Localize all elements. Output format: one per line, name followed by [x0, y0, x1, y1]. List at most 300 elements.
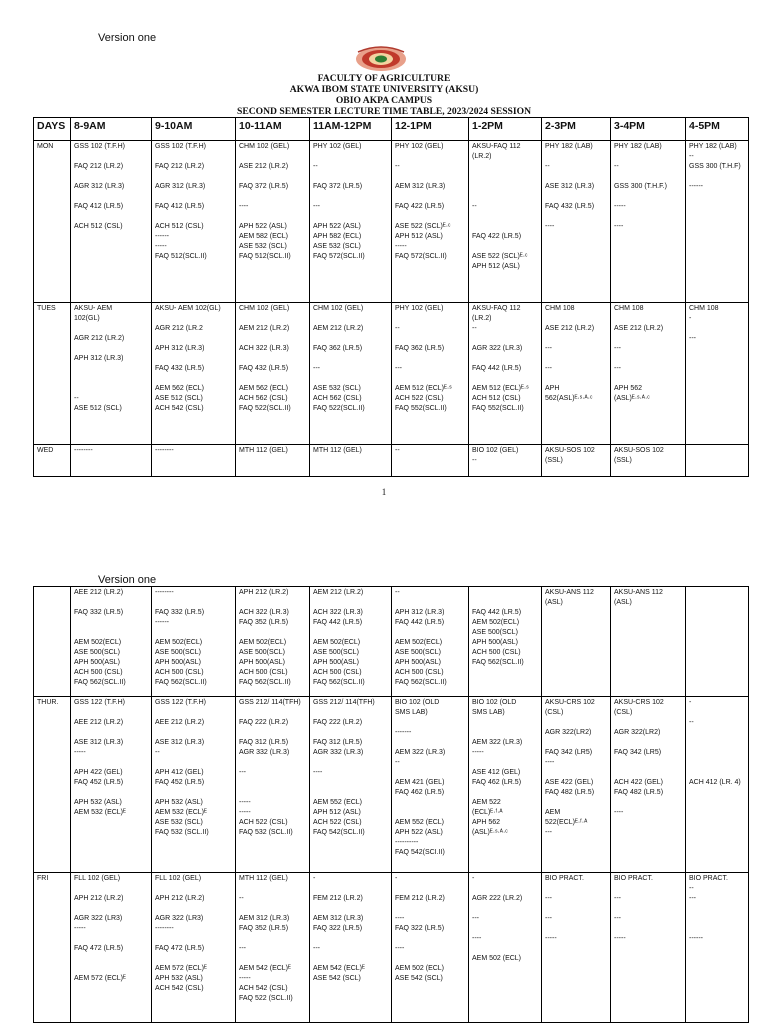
course-entry: --: [689, 885, 694, 892]
course-entry: FAQ 562(SCL.II): [239, 679, 291, 686]
schedule-cell: [310, 141, 392, 303]
course-entry: 562(ASL)ᴱ·ˢ·ᴬ·ᶜ: [545, 395, 593, 402]
course-entry: [545, 212, 607, 222]
course-entry: AEM 502(ECL): [395, 639, 443, 646]
column-header: 10-11AM: [236, 118, 310, 141]
schedule-cell: [236, 873, 310, 1023]
course-entry: CHM 102 (GEL): [313, 305, 364, 312]
course-entry: [313, 884, 388, 894]
course-entry: FAQ 552(SCL.II): [472, 405, 524, 412]
course-entry: (SSL): [545, 457, 563, 464]
course-entry: APH 562: [472, 819, 501, 826]
course-entry: [472, 182, 538, 192]
course-entry: [239, 758, 306, 768]
course-entry: APH 412 (GEL): [155, 769, 204, 776]
course-entry: CHM 108: [614, 305, 644, 312]
course-entry: [395, 904, 465, 914]
course-entry: FAQ 442 (LR.5): [472, 609, 522, 616]
course-entry: [614, 718, 682, 728]
course-entry: [614, 354, 682, 364]
course-entry: [545, 192, 607, 202]
course-entry: [239, 954, 306, 964]
course-entry: FAQ 322 (LR.5): [395, 925, 445, 932]
course-entry: PHY 182 (LAB): [689, 143, 737, 150]
course-entry: ---: [395, 365, 402, 372]
course-entry: [614, 152, 682, 162]
course-entry: AEM 322 (LR.3): [395, 749, 446, 756]
course-entry: AEM 572 (ECL)ᴱ: [155, 965, 207, 972]
header-campus: OBIO AKPA CAMPUS: [335, 95, 433, 106]
course-entry: FAQ 222 (LR.2): [239, 719, 289, 726]
course-entry: APH 532 (ASL): [74, 799, 122, 806]
course-entry: [545, 334, 607, 344]
course-entry: [472, 788, 538, 798]
course-entry: -: [472, 875, 475, 882]
course-entry: [74, 374, 148, 384]
course-entry: [395, 808, 465, 818]
course-entry: -----: [472, 749, 484, 756]
course-entry: [545, 172, 607, 182]
course-entry: AEM 502(ECL): [472, 619, 520, 626]
course-entry: AGR 322(LR2): [545, 729, 592, 736]
table-row: [34, 873, 749, 1023]
course-entry: FAQ 522(SCL.II): [313, 405, 365, 412]
course-entry: [313, 212, 388, 222]
day-cell: THUR.: [34, 697, 71, 873]
course-entry: GSS 102 (T.F.H): [155, 143, 206, 150]
column-header: 12-1PM: [392, 118, 469, 141]
course-entry: [239, 934, 306, 944]
course-entry: [239, 778, 306, 788]
course-entry: [155, 374, 232, 384]
course-entry: -: [689, 699, 692, 706]
day-cell: [34, 587, 71, 697]
course-entry: FAQ 522 (SCL.II): [239, 995, 293, 1002]
course-entry: APH 500(ASL): [313, 659, 359, 666]
course-entry: FAQ 512(SCL.II): [239, 253, 291, 260]
course-entry: APH 522 (ASL): [395, 829, 443, 836]
course-entry: FAQ 542(SCL.II): [313, 829, 365, 836]
course-entry: ASE 212 (LR.2): [239, 163, 289, 170]
course-entry: GSS 102 (T.F.H): [74, 143, 125, 150]
course-entry: PHY 182 (LAB): [614, 143, 662, 150]
course-entry: ACH 512 (CSL): [155, 223, 204, 230]
course-entry: --: [395, 589, 400, 596]
schedule-cell: [152, 141, 236, 303]
course-entry: [689, 446, 745, 456]
course-entry: AGR 322 (LR.3): [472, 345, 523, 352]
course-entry: [395, 354, 465, 364]
course-entry: FAQ 432 (LR.5): [239, 365, 289, 372]
course-entry: APH 500(ASL): [395, 659, 441, 666]
course-entry: [155, 934, 232, 944]
course-entry: [239, 212, 306, 222]
course-entry: ASE 500(SCL): [472, 629, 518, 636]
schedule-cell: [469, 141, 542, 303]
schedule-cell: [611, 303, 686, 445]
course-entry: [313, 374, 388, 384]
course-entry: FAQ 482 (LR.5): [614, 789, 664, 796]
course-entry: [545, 924, 607, 934]
schedule-cell: [71, 873, 152, 1023]
course-entry: --: [155, 749, 160, 756]
schedule-cell: [392, 873, 469, 1023]
version-label-page-2: Version one: [98, 574, 157, 586]
schedule-cell: [611, 141, 686, 303]
course-entry: AGR 312 (LR.3): [155, 183, 206, 190]
course-entry: ASE 412 (GEL): [472, 769, 521, 776]
course-entry: APH 500(ASL): [239, 659, 285, 666]
course-entry: [472, 242, 538, 252]
schedule-cell: [152, 445, 236, 477]
schedule-cell: [152, 587, 236, 697]
course-entry: [545, 738, 607, 748]
course-entry: AGR 212 (LR.2): [74, 335, 125, 342]
course-entry: --------: [74, 447, 93, 454]
course-entry: (ECL)ᴱ·ᶠ·ᴬ: [472, 809, 503, 816]
course-entry: FAQ 472 (LR.5): [74, 945, 124, 952]
course-entry: AKSU- AEM: [74, 305, 113, 312]
course-entry: (CSL): [614, 709, 633, 716]
course-entry: ASE 532 (SCL): [313, 243, 361, 250]
course-entry: [614, 904, 682, 914]
course-entry: [614, 758, 682, 768]
course-entry: ACH 422 (GEL): [614, 779, 664, 786]
column-header: 11AM-12PM: [310, 118, 392, 141]
course-entry: FEM 212 (LR.2): [313, 895, 363, 902]
day-cell: FRI: [34, 873, 71, 1023]
course-entry: ----------: [395, 839, 419, 846]
course-entry: [74, 192, 148, 202]
course-entry: --: [614, 163, 619, 170]
course-entry: GSS 300 (T.H.F): [689, 163, 741, 170]
course-entry: [239, 788, 306, 798]
course-entry: FAQ 212 (LR.2): [155, 163, 205, 170]
course-entry: FAQ 352 (LR.5): [239, 925, 289, 932]
course-entry: AEM 562 (ECL): [239, 385, 289, 392]
course-entry: ASE 312 (LR.3): [155, 739, 205, 746]
course-entry: BIO 102 (GEL): [472, 447, 519, 454]
course-entry: FAQ 422 (LR.5): [472, 233, 522, 240]
course-entry: [313, 152, 388, 162]
course-entry: -----: [395, 243, 407, 250]
course-entry: GSS 212/ 114(TFH): [239, 699, 301, 706]
course-entry: -----: [74, 925, 86, 932]
course-entry: [614, 172, 682, 182]
schedule-cell: [542, 873, 611, 1023]
schedule-cell: [392, 445, 469, 477]
course-entry: --: [239, 895, 244, 902]
course-entry: [74, 934, 148, 944]
course-entry: [155, 354, 232, 364]
course-entry: ACH 322 (LR.3): [313, 609, 363, 616]
course-entry: [614, 334, 682, 344]
course-entry: AEM 562 (ECL): [155, 385, 205, 392]
column-header: 8-9AM: [71, 118, 152, 141]
course-entry: APH 532 (ASL): [155, 975, 203, 982]
course-entry: FAQ 372 (LR.5): [239, 183, 289, 190]
course-entry: -----: [545, 935, 557, 942]
course-entry: [614, 738, 682, 748]
course-entry: FAQ 432 (LR.5): [155, 365, 205, 372]
schedule-cell: [310, 873, 392, 1023]
course-entry: [239, 314, 306, 324]
course-entry: [472, 718, 538, 728]
course-entry: FAQ 362 (LR.5): [395, 345, 445, 352]
course-entry: FAQ 312 (LR.5): [313, 739, 363, 746]
course-entry: [239, 192, 306, 202]
course-entry: ---: [313, 945, 320, 952]
course-entry: APH 512 (ASL): [395, 233, 443, 240]
course-entry: --: [395, 325, 400, 332]
course-entry: [689, 768, 745, 778]
course-entry: APH 512 (ASL): [472, 263, 520, 270]
course-entry: ---: [239, 945, 246, 952]
course-entry: AEM 532 (ECL)ᴱ: [74, 809, 126, 816]
course-entry: [545, 374, 607, 384]
course-entry: FAQ 512(SCL.II): [155, 253, 207, 260]
course-entry: AEE 212 (LR.2): [74, 589, 124, 596]
course-entry: [545, 314, 607, 324]
schedule-cell: [469, 587, 542, 697]
course-entry: ASE 512 (SCL): [74, 405, 122, 412]
course-entry: [395, 152, 465, 162]
course-entry: AEE 212 (LR.2): [74, 719, 124, 726]
course-entry: FAQ 452 (LR.5): [74, 779, 124, 786]
course-entry: ASE 532 (SCL): [155, 819, 203, 826]
schedule-cell: [71, 445, 152, 477]
schedule-cell: [686, 873, 749, 1023]
course-entry: ASE 500(SCL): [155, 649, 201, 656]
course-entry: (ASL)ᴱ·ˢ·ᴬ·ᶜ: [472, 829, 508, 836]
course-entry: AKSU-FAQ 112: [472, 305, 521, 312]
course-entry: CHM 102 (GEL): [239, 143, 290, 150]
course-entry: [155, 904, 232, 914]
course-entry: [155, 708, 232, 718]
course-entry: ASE 500(SCL): [395, 649, 441, 656]
course-entry: [395, 798, 465, 808]
day-cell: MON: [34, 141, 71, 303]
course-entry: [74, 384, 148, 394]
course-entry: [74, 212, 148, 222]
course-entry: ACH 500 (CSL): [74, 669, 123, 676]
course-entry: [239, 904, 306, 914]
schedule-cell: [611, 697, 686, 873]
course-entry: AEE 212 (LR.2): [155, 719, 205, 726]
course-entry: [472, 924, 538, 934]
course-entry: AEM 312 (LR.3): [313, 915, 364, 922]
course-entry: [545, 768, 607, 778]
course-entry: ACH 500 (CSL): [155, 669, 204, 676]
course-entry: ---: [545, 345, 552, 352]
course-entry: APH 212 (LR.2): [239, 589, 289, 596]
course-entry: [313, 728, 388, 738]
course-entry: APH 582 (ECL): [313, 233, 362, 240]
course-entry: ---: [472, 915, 479, 922]
course-entry: (SSL): [614, 457, 632, 464]
schedule-cell: [392, 697, 469, 873]
course-entry: AEM 312 (LR.3): [239, 915, 290, 922]
header-faculty: FACULTY OF AGRICULTURE: [317, 73, 451, 84]
course-entry: FAQ 442 (LR.5): [472, 365, 522, 372]
course-entry: -----: [614, 203, 626, 210]
course-entry: [472, 374, 538, 384]
course-entry: [689, 924, 745, 934]
course-entry: --------: [155, 589, 174, 596]
course-entry: ------: [689, 183, 703, 190]
course-entry: FAQ 522(SCL.II): [239, 405, 291, 412]
course-entry: [395, 172, 465, 182]
course-entry: -----: [239, 975, 251, 982]
schedule-cell: [542, 141, 611, 303]
course-entry: [155, 192, 232, 202]
course-entry: [395, 884, 465, 894]
schedule-cell: [686, 445, 749, 477]
course-entry: [472, 354, 538, 364]
course-entry: ACH 412 (LR. 4): [689, 779, 741, 786]
course-entry: [239, 728, 306, 738]
course-entry: AEM 212 (LR.2): [313, 589, 364, 596]
course-entry: [74, 954, 148, 964]
course-entry: AKSU-CRS 102: [545, 699, 595, 706]
course-entry: [74, 152, 148, 162]
column-header: 3-4PM: [611, 118, 686, 141]
course-entry: [395, 768, 465, 778]
schedule-cell: [310, 445, 392, 477]
course-entry: -: [395, 875, 398, 882]
course-entry: ASE 522 (SCL)ᴱ·ᶜ: [395, 223, 451, 230]
course-entry: FAQ 352 (LR.5): [239, 619, 289, 626]
course-entry: ASE 500(SCL): [239, 649, 285, 656]
course-entry: ASE 312 (LR.3): [74, 739, 124, 746]
column-header: 9-10AM: [152, 118, 236, 141]
course-entry: PHY 102 (GEL): [395, 305, 444, 312]
course-entry: FAQ 452 (LR.5): [155, 779, 205, 786]
timetable-page-2: [33, 586, 749, 1023]
course-entry: FAQ 412 (LR.5): [74, 203, 124, 210]
course-entry: FAQ 572(SCL.II): [313, 253, 365, 260]
course-entry: AEM 532 (ECL)ᴱ: [155, 809, 207, 816]
course-entry: [155, 314, 232, 324]
course-entry: 522(ECL)ᴱ·ᶠ·ᴬ: [545, 819, 588, 826]
schedule-cell: [152, 697, 236, 873]
schedule-cell: [392, 141, 469, 303]
course-entry: APH 500(ASL): [74, 659, 120, 666]
course-entry: [689, 914, 745, 924]
course-entry: [472, 588, 538, 598]
course-entry: --: [545, 163, 550, 170]
course-entry: APH 522 (ASL): [239, 223, 287, 230]
course-entry: AGR 332 (LR.3): [313, 749, 364, 756]
course-entry: FAQ 482 (LR.5): [545, 789, 595, 796]
course-entry: AEM 512 (ECL)ᴱ·ˢ: [472, 385, 529, 392]
course-entry: SMS LAB): [395, 709, 428, 716]
course-entry: ---: [614, 365, 621, 372]
course-entry: AEM 312 (LR.3): [395, 183, 446, 190]
course-entry: FAQ 562(SCL.II): [395, 679, 447, 686]
course-entry: ASE 500(SCL): [313, 649, 359, 656]
course-entry: CHM 108: [689, 305, 719, 312]
column-header: DAYS: [34, 118, 71, 141]
course-entry: FAQ 572(SCL.II): [395, 253, 447, 260]
course-entry: ---: [313, 203, 320, 210]
course-entry: [239, 628, 306, 638]
course-entry: MTH 112 (GEL): [313, 447, 362, 454]
course-entry: FAQ 562(SCL.II): [313, 679, 365, 686]
course-entry: [239, 334, 306, 344]
course-entry: [313, 778, 388, 788]
schedule-cell: [71, 141, 152, 303]
course-entry: --: [472, 457, 477, 464]
course-entry: ACH 512 (CSL): [74, 223, 123, 230]
course-entry: ---: [239, 769, 246, 776]
course-entry: FLL 102 (GEL): [74, 875, 121, 882]
course-entry: AEM 502(ECL): [74, 639, 122, 646]
course-entry: -: [689, 315, 692, 322]
course-entry: [472, 758, 538, 768]
course-entry: APH 312 (LR.3): [155, 345, 205, 352]
course-entry: FAQ 312 (LR.5): [239, 739, 289, 746]
course-entry: GSS 122 (T.F.H): [74, 699, 125, 706]
course-entry: AEM 212 (LR.2): [313, 325, 364, 332]
course-entry: [155, 758, 232, 768]
course-entry: [545, 718, 607, 728]
schedule-cell: [542, 303, 611, 445]
course-entry: [395, 628, 465, 638]
course-entry: ACH 562 (CSL): [313, 395, 362, 402]
schedule-cell: [686, 697, 749, 873]
course-entry: AEM 502 (ECL): [472, 955, 522, 962]
course-entry: ---: [614, 345, 621, 352]
course-entry: APH 512 (ASL): [313, 809, 361, 816]
course-entry: [313, 172, 388, 182]
course-entry: [239, 172, 306, 182]
course-entry: FAQ 442 (LR.5): [313, 619, 363, 626]
course-entry: --: [472, 325, 477, 332]
course-entry: ------: [155, 233, 169, 240]
schedule-cell: [71, 697, 152, 873]
course-entry: [689, 708, 745, 718]
schedule-cell: [686, 303, 749, 445]
course-entry: [614, 798, 682, 808]
schedule-cell: [392, 587, 469, 697]
course-entry: --------: [155, 447, 174, 454]
course-entry: ACH 542 (CSL): [155, 405, 204, 412]
course-entry: FAQ 412 (LR.5): [155, 203, 205, 210]
course-entry: [74, 884, 148, 894]
course-entry: -----: [239, 809, 251, 816]
course-entry: [395, 598, 465, 608]
course-entry: AGR 212 (LR.2: [155, 325, 203, 332]
day-cell: WED: [34, 445, 71, 477]
course-entry: FAQ 562(SCL.II): [74, 679, 126, 686]
course-entry: --: [689, 719, 694, 726]
course-entry: ACH 500 (CSL): [472, 649, 521, 656]
course-entry: [313, 334, 388, 344]
course-entry: ----: [614, 809, 624, 816]
course-entry: FLL 102 (GEL): [155, 875, 202, 882]
course-entry: (ASL)ᴱ·ˢ·ᴬ·ᶜ: [614, 395, 650, 402]
course-entry: FAQ 332 (LR.5): [74, 609, 124, 616]
course-entry: [74, 904, 148, 914]
course-entry: ASE 532 (SCL): [239, 243, 287, 250]
course-entry: FAQ 372 (LR.5): [313, 183, 363, 190]
course-entry: [614, 212, 682, 222]
course-entry: [545, 354, 607, 364]
course-entry: [155, 788, 232, 798]
page-number: 1: [381, 487, 387, 497]
course-entry: [689, 324, 745, 334]
